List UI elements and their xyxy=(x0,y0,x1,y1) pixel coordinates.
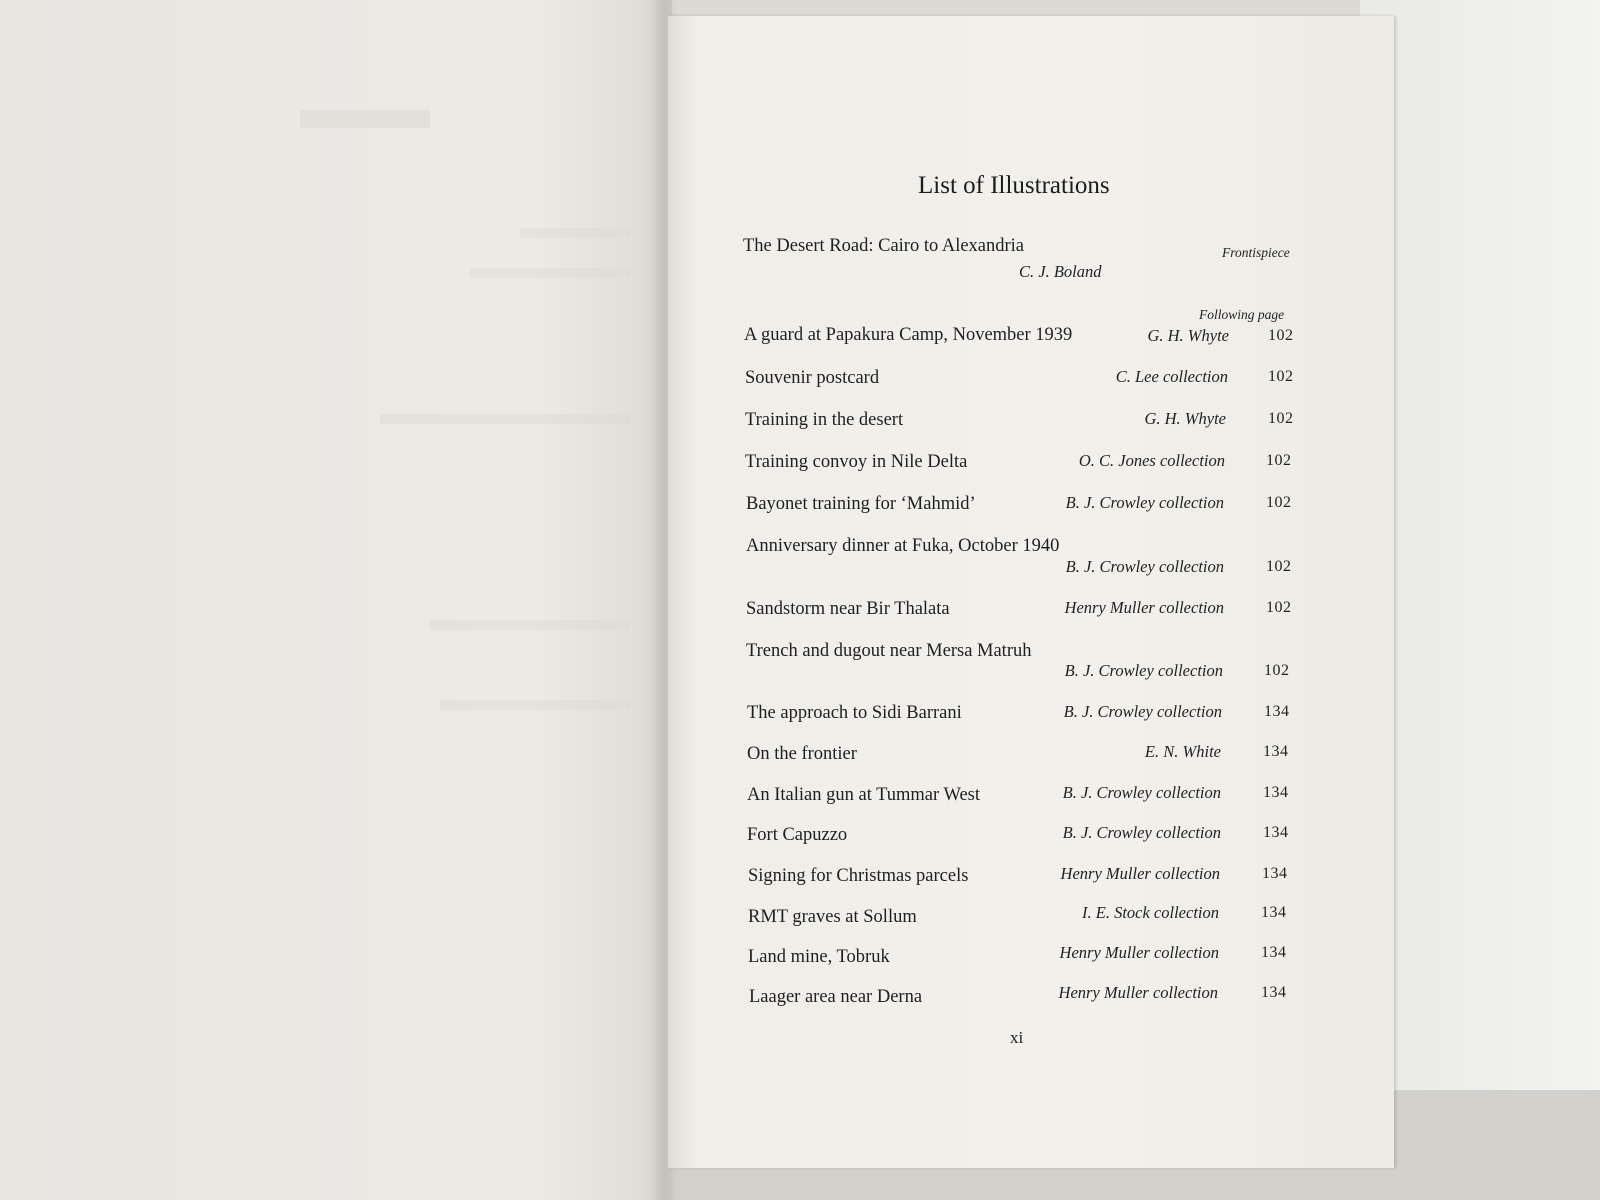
illustration-credit: B. J. Crowley collection xyxy=(1065,493,1224,512)
illustration-title: Sandstorm near Bir Thalata xyxy=(746,599,950,619)
show-through-mark xyxy=(380,414,630,424)
illustration-page: 102 xyxy=(1268,327,1294,344)
illustration-title: Laager area near Derna xyxy=(749,987,923,1007)
illustration-page: 134 xyxy=(1261,984,1287,1001)
illustration-credit: O. C. Jones collection xyxy=(1078,451,1225,470)
left-page xyxy=(0,0,672,1200)
illustration-title: Anniversary dinner at Fuka, October 1940 xyxy=(746,536,1060,556)
show-through-mark xyxy=(430,620,630,630)
illustration-title: Land mine, Tobruk xyxy=(748,947,890,967)
illustration-credit: Henry Muller collection xyxy=(1058,983,1218,1002)
illustration-title: An Italian gun at Tummar West xyxy=(747,785,981,805)
frontispiece-credit: C. J. Boland xyxy=(1019,262,1102,281)
illustration-title: RMT graves at Sollum xyxy=(748,907,917,927)
illustration-credit: I. E. Stock collection xyxy=(1082,903,1219,922)
illustration-title: A guard at Papakura Camp, November 1939 xyxy=(744,325,1073,345)
illustration-page: 102 xyxy=(1268,410,1294,427)
show-through-mark xyxy=(470,268,630,278)
illustration-title: The approach to Sidi Barrani xyxy=(747,703,962,723)
illustration-page: 102 xyxy=(1264,662,1290,679)
illustration-credit: B. J. Crowley collection xyxy=(1062,823,1221,842)
illustration-title: Trench and dugout near Mersa Matruh xyxy=(746,641,1032,661)
illustration-credit: E. N. White xyxy=(1144,742,1221,761)
illustration-page: 134 xyxy=(1262,865,1288,882)
illustration-credit: Henry Muller collection xyxy=(1064,598,1224,617)
illustration-page: 102 xyxy=(1266,452,1292,469)
illustration-title: Fort Capuzzo xyxy=(747,825,848,845)
illustration-credit: C. Lee collection xyxy=(1115,367,1228,386)
illustration-page: 102 xyxy=(1266,599,1292,616)
show-through-mark xyxy=(520,228,630,238)
show-through-mark xyxy=(440,700,630,710)
illustration-title: Bayonet training for ‘Mahmid’ xyxy=(746,494,976,514)
following-page-label: Following page xyxy=(1199,307,1285,322)
illustration-title: Souvenir postcard xyxy=(745,368,880,388)
illustration-title: On the frontier xyxy=(747,744,857,764)
illustration-credit: B. J. Crowley collection xyxy=(1063,702,1222,721)
illustration-title: Training in the desert xyxy=(745,410,904,430)
illustration-credit: B. J. Crowley collection xyxy=(1064,661,1223,680)
backdrop xyxy=(1360,0,1600,1100)
illustration-page: 134 xyxy=(1263,824,1289,841)
illustration-credit: Henry Muller collection xyxy=(1060,864,1220,883)
illustration-page: 134 xyxy=(1261,904,1287,921)
show-through-mark xyxy=(300,110,430,128)
page-title: List of Illustrations xyxy=(918,172,1110,199)
illustration-credit: Henry Muller collection xyxy=(1059,943,1219,962)
illustration-credit: B. J. Crowley collection xyxy=(1062,783,1221,802)
illustration-credit: G. H. Whyte xyxy=(1147,326,1229,345)
illustration-page: 134 xyxy=(1263,784,1289,801)
illustration-page: 134 xyxy=(1261,944,1287,961)
page-number: xi xyxy=(1010,1028,1024,1047)
illustration-title: Signing for Christmas parcels xyxy=(748,866,969,886)
illustration-page: 102 xyxy=(1266,494,1292,511)
illustration-title: Training convoy in Nile Delta xyxy=(745,452,968,472)
illustration-page: 134 xyxy=(1263,743,1289,760)
frontispiece-title: The Desert Road: Cairo to Alexandria xyxy=(743,236,1025,256)
illustration-page: 102 xyxy=(1266,558,1292,575)
illustration-credit: G. H. Whyte xyxy=(1144,409,1226,428)
frontispiece-label: Frontispiece xyxy=(1222,245,1290,260)
illustration-page: 134 xyxy=(1264,703,1290,720)
illustration-credit: B. J. Crowley collection xyxy=(1065,557,1224,576)
illustration-page: 102 xyxy=(1268,368,1294,385)
